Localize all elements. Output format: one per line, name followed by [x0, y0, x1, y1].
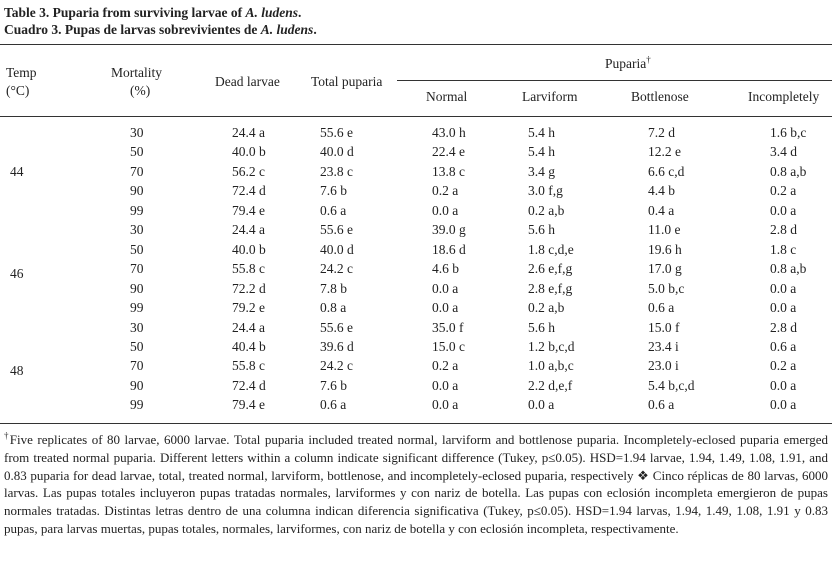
cell-mortality: 70 [130, 163, 144, 179]
header-dead-larvae: Dead larvae [215, 74, 280, 89]
cell-bottlenose: 15.0 f [648, 319, 680, 335]
cell-larviform: 1.0 a,b,c [528, 358, 574, 374]
cell-total: 40.0 d [320, 241, 354, 257]
cell-larviform: 5.6 h [528, 222, 555, 238]
cell-larviform: 3.0 f,g [528, 183, 563, 199]
cell-incomplete: 0.0 a [770, 202, 797, 218]
cell-mortality: 30 [130, 125, 144, 140]
cell-incomplete: 0.0 a [770, 377, 797, 393]
cell-total: 55.6 e [320, 319, 353, 335]
cell-mortality: 70 [130, 358, 144, 374]
cell-mortality: 30 [130, 319, 144, 335]
cell-larviform: 5.6 h [528, 319, 555, 335]
cell-dead: 40.4 b [232, 338, 266, 354]
cell-mortality: 99 [130, 300, 144, 315]
puparia-rule [397, 80, 832, 81]
cell-larviform: 0.0 a [528, 397, 555, 413]
cell-normal: 22.4 e [432, 144, 465, 160]
cell-dead: 72.4 d [232, 377, 266, 393]
cell-normal: 43.0 h [432, 125, 466, 140]
header-larviform: Larviform [522, 89, 578, 104]
cell-dead: 40.0 b [232, 144, 266, 160]
header-incompletely: Incompletely [748, 89, 820, 104]
cell-larviform: 1.2 b,c,d [528, 338, 575, 354]
cell-bottlenose: 19.6 h [648, 241, 682, 257]
cell-total: 0.6 a [320, 202, 347, 218]
species-name: A. ludens [260, 22, 314, 37]
cell-dead: 56.2 c [232, 163, 265, 179]
dagger-mark: † [4, 430, 10, 441]
bottom-rule [0, 423, 832, 424]
table-title-es: Cuadro 3. Pupas de larvas sobrevivientes de A. ludens. [4, 22, 317, 37]
cell-total: 24.2 c [320, 261, 353, 277]
cell-mortality: 50 [130, 241, 144, 257]
species-name: A. ludens [245, 5, 299, 20]
cell-incomplete: 0.0 a [770, 397, 797, 413]
cell-normal: 0.0 a [432, 280, 459, 296]
cell-larviform: 5.4 h [528, 125, 555, 140]
cell-incomplete: 0.6 a [770, 338, 797, 354]
cell-dead: 24.4 a [232, 125, 265, 140]
header-rule [0, 116, 832, 117]
cell-dead: 55.8 c [232, 358, 265, 374]
cell-normal: 0.0 a [432, 377, 459, 393]
table-title-en: Table 3. Puparia from surviving larvae of A. ludens. [4, 5, 302, 20]
cell-total: 7.6 b [320, 377, 347, 393]
cell-dead: 79.4 e [232, 397, 265, 413]
cell-mortality: 90 [130, 280, 144, 296]
cell-mortality: 90 [130, 377, 144, 393]
header-temp-unit: (°C) [6, 83, 30, 98]
cell-dead: 24.4 a [232, 319, 265, 335]
cell-total: 55.6 e [320, 222, 353, 238]
cell-mortality: 70 [130, 261, 144, 277]
cell-incomplete: 1.6 b,c [770, 125, 807, 140]
cell-normal: 35.0 f [432, 319, 464, 335]
cell-dead: 40.0 b [232, 241, 266, 257]
cell-incomplete: 1.8 c [770, 241, 797, 257]
cell-bottlenose: 5.0 b,c [648, 280, 685, 296]
cell-normal: 18.6 d [432, 241, 466, 257]
cell-total: 0.6 a [320, 397, 347, 413]
cell-bottlenose: 0.6 a [648, 300, 675, 315]
cell-dead: 24.4 a [232, 222, 265, 238]
cell-normal: 0.0 a [432, 397, 459, 413]
cell-dead: 72.4 d [232, 183, 266, 199]
cell-bottlenose: 4.4 b [648, 183, 675, 199]
cell-normal: 0.2 a [432, 358, 459, 374]
cell-total: 0.8 a [320, 300, 347, 315]
cell-incomplete: 0.8 a,b [770, 163, 807, 179]
header-mortality-unit: (%) [130, 83, 151, 98]
cell-larviform: 2.2 d,e,f [528, 377, 573, 393]
cell-dead: 72.2 d [232, 280, 266, 296]
cell-incomplete: 0.0 a [770, 280, 797, 296]
cell-mortality: 50 [130, 144, 144, 160]
cell-bottlenose: 0.6 a [648, 397, 675, 413]
cell-incomplete: 3.4 d [770, 144, 797, 160]
cell-incomplete: 0.2 a [770, 358, 797, 374]
temp-46: 46 [10, 266, 24, 281]
header-total-puparia: Total puparia [311, 74, 383, 89]
header-puparia: Puparia† [605, 54, 651, 71]
header-temp: Temp [6, 65, 37, 80]
cell-bottlenose: 12.2 e [648, 144, 681, 160]
cell-total: 7.8 b [320, 280, 347, 296]
cell-larviform: 3.4 g [528, 163, 555, 179]
cell-larviform: 0.2 a,b [528, 202, 565, 218]
header-normal: Normal [426, 89, 468, 104]
cell-larviform: 1.8 c,d,e [528, 241, 574, 257]
cell-mortality: 99 [130, 202, 144, 218]
cell-incomplete: 0.8 a,b [770, 261, 807, 277]
cell-larviform: 2.6 e,f,g [528, 261, 573, 277]
cell-dead: 55.8 c [232, 261, 265, 277]
cell-dead: 79.4 e [232, 202, 265, 218]
cell-mortality: 90 [130, 183, 144, 199]
cell-normal: 39.0 g [432, 222, 466, 238]
temp-44: 44 [10, 164, 24, 179]
cell-total: 24.2 c [320, 358, 353, 374]
cell-total: 55.6 e [320, 125, 353, 140]
cell-bottlenose: 6.6 c,d [648, 163, 685, 179]
cell-normal: 0.0 a [432, 202, 459, 218]
cell-dead: 79.2 e [232, 300, 265, 315]
top-rule [0, 44, 832, 45]
cell-total: 7.6 b [320, 183, 347, 199]
cell-larviform: 0.2 a,b [528, 300, 565, 315]
cell-larviform: 2.8 e,f,g [528, 280, 573, 296]
cell-bottlenose: 11.0 e [648, 222, 681, 238]
cell-incomplete: 0.0 a [770, 300, 797, 315]
cell-incomplete: 2.8 d [770, 222, 797, 238]
cell-total: 39.6 d [320, 338, 354, 354]
cell-normal: 4.6 b [432, 261, 459, 277]
cell-mortality: 30 [130, 222, 144, 238]
temp-48: 48 [10, 363, 24, 378]
header-bottlenose: Bottlenose [631, 89, 689, 104]
cell-bottlenose: 7.2 d [648, 125, 675, 140]
cell-bottlenose: 23.0 i [648, 358, 679, 374]
table-footnote: †Five replicates of 80 larvae, 6000 larvae. Total puparia included treated normal, larviform and bottlenose puparia. Incompletely-eclosed puparia emerged from treated normal puparia. Different letters within a column indicate significant difference (Tukey, p≤0.05). HSD=1.94 larvae, 1.94, 1.49, 1.08, 1.91, and 0.83 puparia for dead larvae, total, treated normal, larviform, bottlenose, and incompletely-eclosed puparia, respectively ❖ Cinco réplicas de 80 larvas, 6000 larvas. Las pupas totales incluyeron pupas tratadas normales, larviformes y con nariz de botella. Las pupas con eclosión incompleta emergieron de pupas normales tratadas. Distintas letras dentro de una columna indican diferencia significativa (Tukey, p≤0.05). HSD=1.94 larvas, 1.94, 1.49, 1.08, 1.91 y 0.83 pupas, para larvas muertas, pupas totales, normales, larviformes, con nariz de botella y con eclosión incompleta, respectivamente. [4, 430, 829, 536]
cell-normal: 0.2 a [432, 183, 459, 199]
cell-bottlenose: 23.4 i [648, 338, 679, 354]
cell-larviform: 5.4 h [528, 144, 555, 160]
dagger-mark: † [646, 54, 651, 65]
cell-normal: 15.0 c [432, 338, 465, 354]
cell-incomplete: 2.8 d [770, 319, 797, 335]
cell-normal: 0.0 a [432, 300, 459, 315]
cell-bottlenose: 17.0 g [648, 261, 682, 277]
header-mortality: Mortality [111, 65, 162, 80]
cell-bottlenose: 0.4 a [648, 202, 675, 218]
cell-incomplete: 0.2 a [770, 183, 797, 199]
cell-total: 23.8 c [320, 163, 353, 179]
cell-total: 40.0 d [320, 144, 354, 160]
cell-bottlenose: 5.4 b,c,d [648, 377, 695, 393]
cell-mortality: 50 [130, 338, 144, 354]
cell-mortality: 99 [130, 397, 144, 413]
cell-normal: 13.8 c [432, 163, 465, 179]
